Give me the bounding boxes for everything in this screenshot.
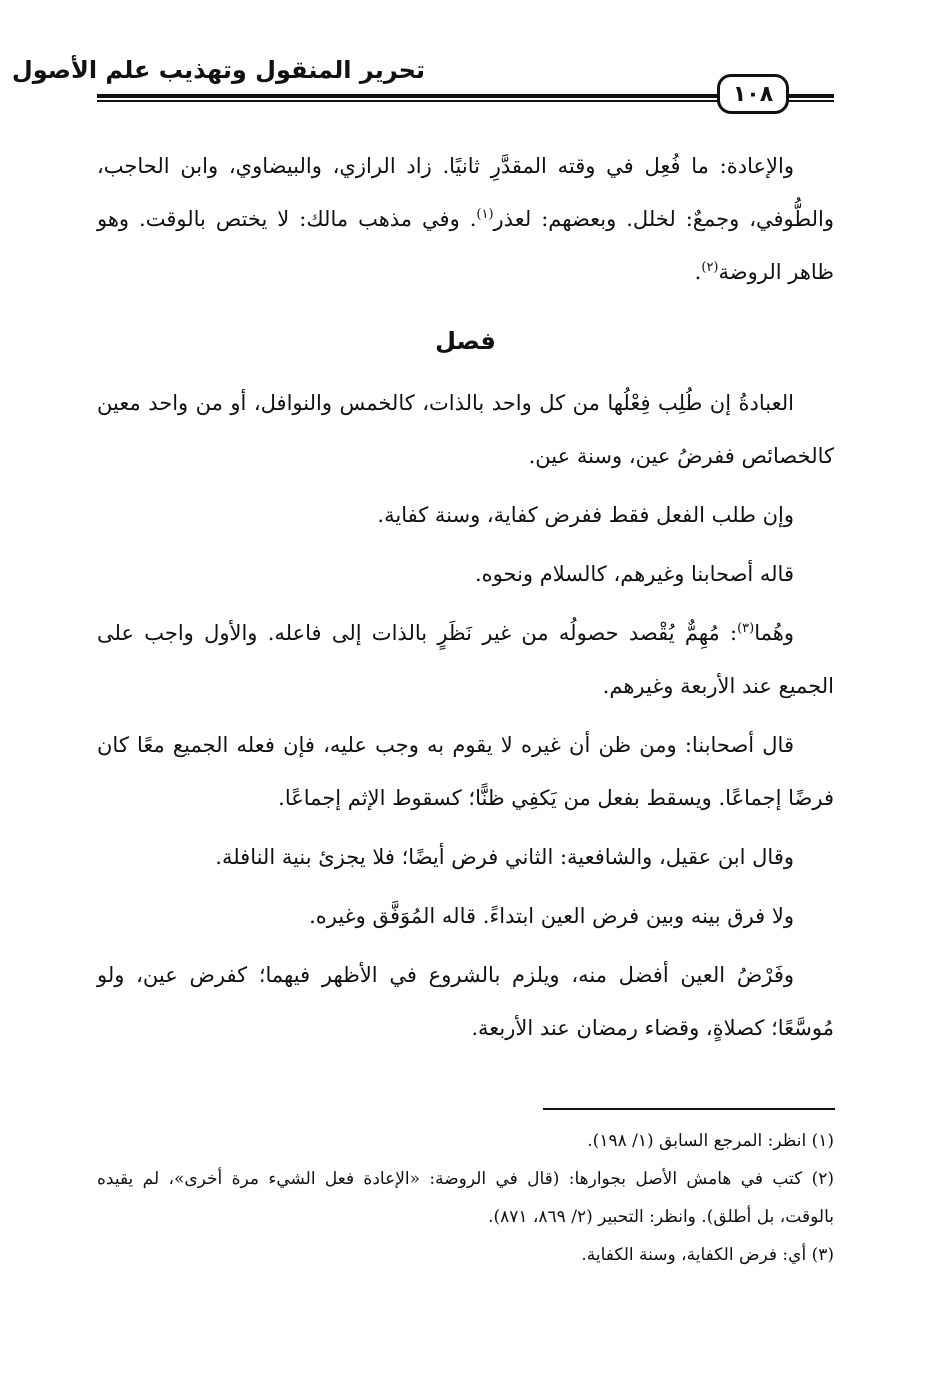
paragraph-kifaya: وإن طلب الفعل فقط ففرض كفاية، وسنة كفاية.: [377, 503, 794, 527]
paragraph-huma: [97, 607, 834, 713]
paragraph-zann: قال أصحابنا: ومن ظن أن غيره لا يقوم به وجب عليه، فإن فعله الجميع معًا كان فرضًا إجماعًا. ويسقط بفعل من يَكفِي ظنًّا؛ كسقوط الإثم إجماعًا.: [97, 733, 834, 810]
footnote-ref-1[interactable]: (١): [476, 207, 494, 222]
running-header-title: تحرير المنقول وتهذيب علم الأصول: [11, 56, 425, 84]
footnote-separator: [543, 1108, 835, 1110]
paragraph-text: وهُما: [754, 621, 794, 645]
footnote-3: (٣) أي: فرض الكفاية، وسنة الكفاية.: [581, 1245, 834, 1265]
main-text: [97, 140, 834, 1061]
paragraph-text: والإعادة: ما فُعِل في وقته المقدَّرِ ثانيًا. زاد الرازي، والبيضاوي، وابن الحاجب، والطُّوفي، وجمعٌ: لخلل. وبعضهم: لعذر: [97, 154, 834, 231]
section-heading: فصل: [435, 327, 496, 355]
paragraph-ashabuna: قاله أصحابنا وغيرهم، كالسلام ونحوه.: [475, 562, 794, 586]
paragraph-la-farq: ولا فرق بينه وبين فرض العين ابتداءً. قاله المُوَفَّق وغيره.: [309, 904, 794, 928]
footnote-2: (٢) كتب في هامش الأصل بجوارها: (قال في الروضة: «الإعادة فعل الشيء مرة أخرى»، لم يقيده بالوقت، بل أطلق). وانظر: التحبير (٢/ ٨٦٩، ٨٧١).: [97, 1169, 834, 1227]
paragraph-text: .: [694, 260, 702, 284]
page-number: ١٠٨: [717, 74, 789, 114]
footnote-1: (١) انظر: المرجع السابق (١/ ١٩٨).: [587, 1131, 834, 1151]
paragraph-ibn-aqil: وقال ابن عقيل، والشافعية: الثاني فرض أيضًا؛ فلا يجزئ بنية النافلة.: [215, 845, 794, 869]
footnotes: [97, 1122, 834, 1274]
paragraph-text: : مُهِمٌّ يُقْصد حصولُه من غير نَظَرٍ بالذات إلى فاعله. والأول واجب على الجميع عند الأربعة وغيرهم.: [97, 621, 834, 698]
paragraph-ibada: العبادةُ إن طُلِب فِعْلُها من كل واحد بالذات، كالخمس والنوافل، أو من واحد معين كالخصائص ففرضُ عين، وسنة عين.: [97, 391, 834, 468]
paragraph-text: . وفي مذهب مالك: لا يختص بالوقت. وهو ظاهر الروضة: [97, 207, 834, 284]
footnote-ref-2[interactable]: (٢): [701, 260, 719, 275]
paragraph-fard-ayn: وفَرْضُ العين أفضل منه، ويلزم بالشروع في الأظهر فيهما؛ كفرض عين، ولو مُوسَّعًا؛ كصلاةٍ، وقضاء رمضان عند الأربعة.: [97, 963, 834, 1040]
footnote-ref-3[interactable]: (٣): [737, 621, 755, 636]
paragraph-iada: [97, 140, 834, 299]
